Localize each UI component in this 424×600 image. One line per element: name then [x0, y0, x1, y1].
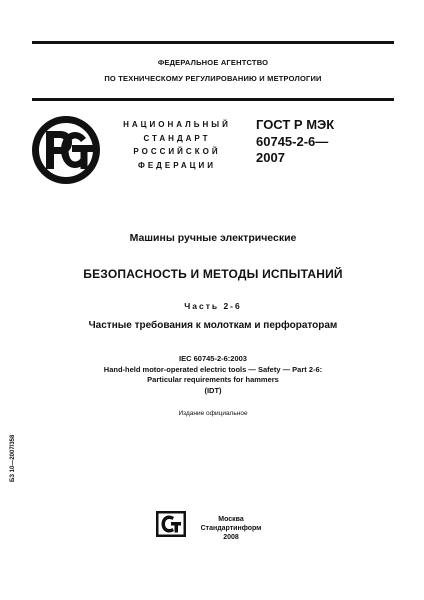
rst-certification-mark-icon	[30, 114, 102, 186]
side-registration-code: БЗ 10—2007/358	[10, 434, 16, 482]
agency-line-2: ПО ТЕХНИЧЕСКОМУ РЕГУЛИРОВАНИЮ И МЕТРОЛОГИИ	[104, 74, 322, 83]
national-line: СТАНДАРТ	[143, 133, 211, 143]
iec-line: Particular requirements for hammers	[147, 375, 279, 384]
iec-line: IEC 60745-2-6:2003	[179, 354, 247, 363]
standard-code-line: ГОСТ Р МЭК	[256, 117, 335, 132]
document-part-number: Часть 2-6	[184, 301, 242, 311]
iec-line: (IDT)	[204, 385, 222, 395]
publisher-line: Москва	[218, 516, 244, 523]
publisher-line: Стандартинформ	[200, 525, 262, 532]
agency-line-1: ФЕДЕРАЛЬНОЕ АГЕНТСТВО	[157, 58, 269, 67]
national-standard-label	[116, 118, 238, 172]
standartinform-logo-icon	[156, 511, 186, 537]
iec-line: Hand-held motor-operated electric tools — Safety — Part 2-6:	[103, 364, 323, 374]
document-main-title: БЕЗОПАСНОСТЬ И МЕТОДЫ ИСПЫТАНИЙ	[83, 267, 343, 281]
publisher-line: 2008	[223, 534, 239, 541]
national-line: НАЦИОНАЛЬНЫЙ	[123, 120, 231, 129]
edition-label: Издание официальное	[178, 410, 248, 417]
standard-code-line: 60745-2-6—	[256, 133, 329, 149]
national-line: ФЕДЕРАЦИИ	[138, 160, 216, 170]
standard-code-line: 2007	[256, 150, 285, 165]
document-subtitle: Машины ручные электрические	[129, 232, 297, 244]
iec-reference-block	[20, 354, 406, 396]
publisher-imprint	[196, 515, 266, 542]
top-rule	[32, 41, 394, 44]
middle-rule	[32, 98, 394, 101]
standard-code	[256, 117, 396, 167]
document-part-title: Частные требования к молоткам и перфораторам	[88, 320, 338, 331]
national-line: РОССИЙСКОЙ	[133, 147, 221, 156]
